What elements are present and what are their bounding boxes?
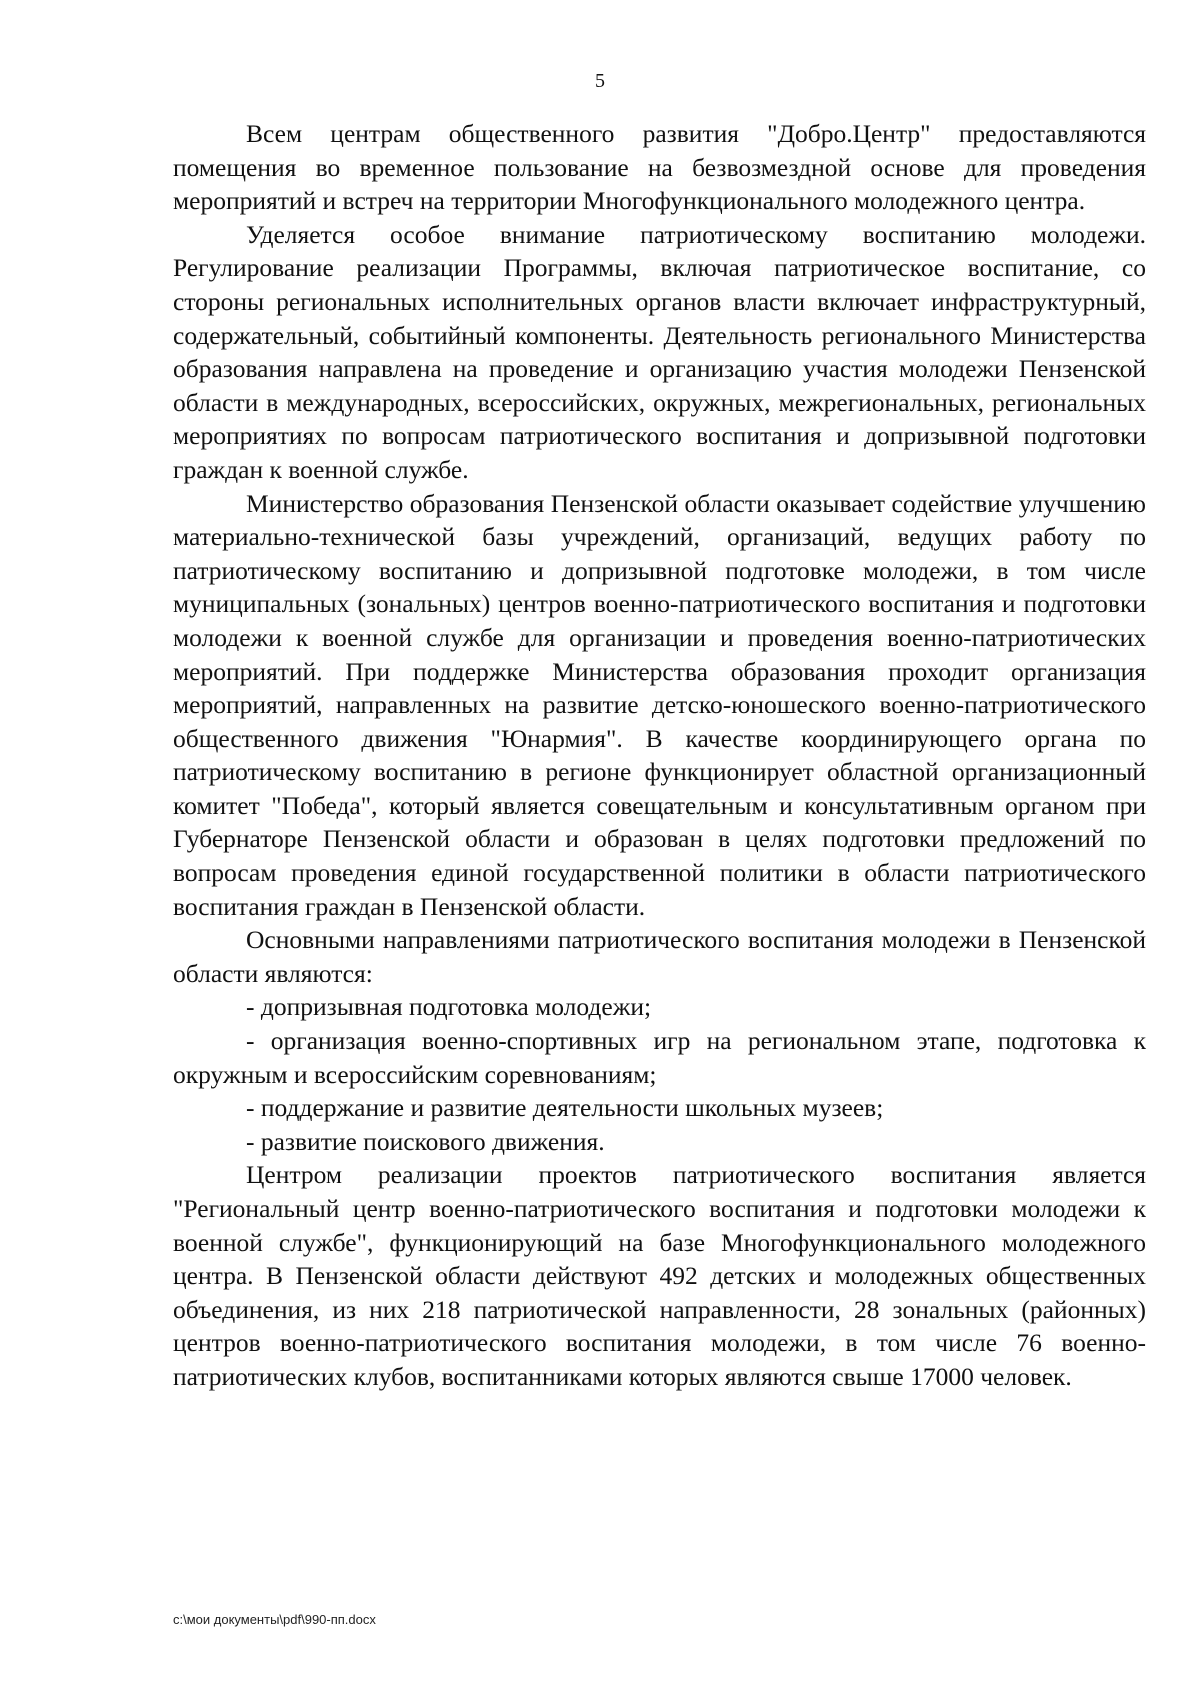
paragraph-main-directions: Основными направлениями патриотического воспитания молодежи в Пензенской области являются: [173, 925, 1146, 988]
list-item: - допризывная подготовка молодежи; [246, 992, 652, 1022]
list-item: - развитие поискового движения. [246, 1126, 605, 1156]
page-number: 5 [595, 70, 605, 92]
paragraph-ministry-support: Министерство образования Пензенской области оказывает содействие улучшению материально-технической базы учреждений, организаций, ведущих работу по патриотическому воспитанию и допризывной подготовке молодежи, в том числе муниципальных (зональных) центров военно-патриотического воспитания и подготовки молодежи к военной службе для организации и проведения военно-патриотических мероприятий. При поддержке Министерства образования проходит организация мероприятий, направленных на развитие детско-юношеского военно-патриотического общественного движения "Юнармия". В качестве координирующего органа по патриотическому воспитанию в регионе функционирует областной организационный комитет "Победа", который является совещательным и консультативным органом при Губернаторе Пензенской области и образован в целях подготовки предложений по вопросам проведения единой государственной политики в области патриотического воспитания граждан в Пензенской области. [173, 488, 1146, 921]
paragraph-regional-center: Центром реализации проектов патриотического воспитания является "Региональный центр военно-патриотического воспитания и подготовки молодежи к военной службе", функционирующий на базе Многофункционального молодежного центра. В Пензенской области действуют 492 детских и молодежных общественных объединения, из них 218 патриотической направленности, 28 зональных (районных) центров военно-патриотического воспитания молодежи, в том числе 76 военно-патриотических клубов, воспитанниками которых являются свыше 17000 человек. [173, 1160, 1146, 1391]
paragraph-patriotic-education: Уделяется особое внимание патриотическому воспитанию молодежи. Регулирование реализации Программы, включая патриотическое воспитание, со стороны региональных исполнительных органов власти включает инфраструктурный, содержательный, событийный компоненты. Деятельность регионального Министерства образования направлена на проведение и организацию участия молодежи Пензенской области в международных, всероссийских, окружных, межрегиональных, региональных мероприятиях по вопросам патриотического воспитания и допризывной подготовки граждан к военной службе. [173, 219, 1146, 484]
document-body [173, 117, 1146, 1394]
list-item: - поддержание и развитие деятельности школьных музеев; [246, 1093, 884, 1123]
paragraph-dobro-centr: Всем центрам общественного развития "Добро.Центр" предоставляются помещения во временное пользование на безвозмездной основе для проведения мероприятий и встреч на территории Многофункционального молодежного центра. [173, 119, 1146, 216]
list-item: - организация военно-спортивных игр на региональном этапе, подготовка к окружным и всероссийским соревнованиям; [173, 1026, 1146, 1089]
footer-file-path: c:\мои документы\pdf\990-пп.docx [173, 1612, 376, 1627]
